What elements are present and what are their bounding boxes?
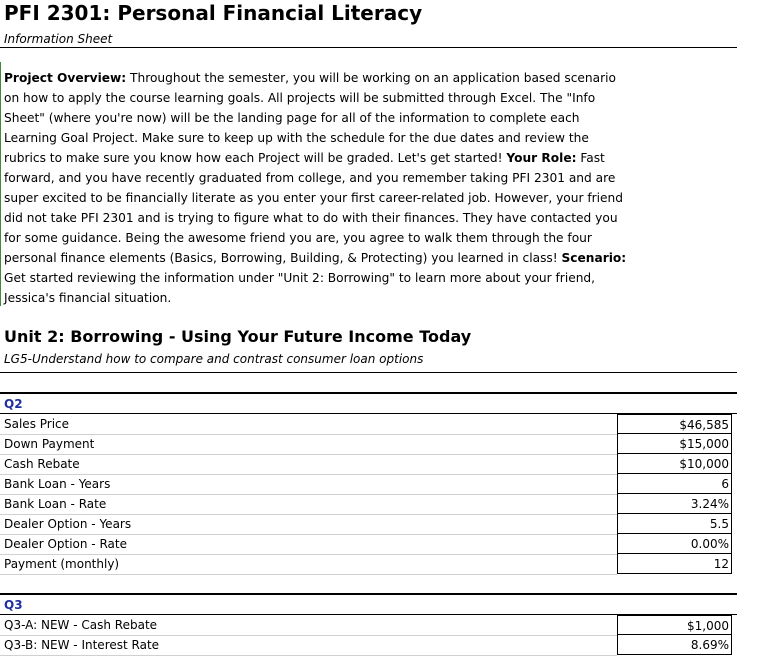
value-cell[interactable]: $46,585 <box>617 414 732 434</box>
page-subtitle: Information Sheet <box>4 32 113 46</box>
overview-text-2: Fast forward, and you have recently graduated from college, and you remember taking PFI 2301 and are super excited to be financially literate as you enter your first career-related job. However, your friend did not take PFI 2301 and is trying to figure what to do with their finances. They have contacted you for some guidance. Being the awesome friend you are, you agree to walk them through the four personal finance elements (Basics, Borrowing, Building, & Protecting) you learned in class! <box>4 151 623 265</box>
value-cell[interactable]: $1,000 <box>617 615 732 635</box>
row-gridline <box>0 574 617 575</box>
value-cell[interactable]: 12 <box>617 554 732 574</box>
role-label: Your Role: <box>506 151 577 165</box>
unit-title: Unit 2: Borrowing - Using Your Future Income Today <box>4 327 472 346</box>
value-cell[interactable]: 0.00% <box>617 534 732 554</box>
unit-divider <box>0 372 737 373</box>
overview-text-3: Get started reviewing the information under "Unit 2: Borrowing" to learn more about your friend, Jessica's financial situation. <box>4 271 596 305</box>
row-label: Q3-B: NEW - Interest Rate <box>4 638 160 652</box>
q2-label: Q2 <box>4 397 23 411</box>
q3-label: Q3 <box>4 598 23 612</box>
row-label: Sales Price <box>4 417 70 431</box>
title-divider <box>0 47 737 48</box>
unit-subtitle: LG5-Understand how to compare and contrast consumer loan options <box>4 352 424 366</box>
row-label: Bank Loan - Years <box>4 477 111 491</box>
left-grid-border <box>0 62 1 306</box>
value-cell[interactable]: 6 <box>617 474 732 494</box>
row-label: Q3-A: NEW - Cash Rebate <box>4 618 158 632</box>
overview-label: Project Overview: <box>4 71 127 85</box>
q3-top-rule <box>0 593 737 595</box>
value-cell[interactable]: 8.69% <box>617 635 732 655</box>
value-cell[interactable]: $15,000 <box>617 434 732 454</box>
row-gridline <box>0 655 617 656</box>
value-cell[interactable]: $10,000 <box>617 454 732 474</box>
scenario-label: Scenario: <box>561 251 627 265</box>
row-label: Cash Rebate <box>4 457 80 471</box>
value-cell[interactable]: 3.24% <box>617 494 732 514</box>
overview-text-1: Throughout the semester, you will be working on an application based scenario on how to apply the course learning goals. All projects will be submitted through Excel. The "Info Sheet" (where you're now) will be the landing page for all of the information to complete each Learning Goal Project. Make sure to keep up with the schedule for the due dates and review the rubrics to make sure you know how each Project will be graded. Let's get started! <box>4 71 616 165</box>
row-label: Dealer Option - Rate <box>4 537 127 551</box>
row-label: Down Payment <box>4 437 95 451</box>
q2-top-rule <box>0 392 737 394</box>
row-label: Payment (monthly) <box>4 557 120 571</box>
value-cell[interactable]: 5.5 <box>617 514 732 534</box>
row-label: Dealer Option - Years <box>4 517 132 531</box>
row-gridline <box>0 454 617 455</box>
project-overview <box>4 68 634 308</box>
page-title: PFI 2301: Personal Financial Literacy <box>4 1 423 25</box>
row-label: Bank Loan - Rate <box>4 497 107 511</box>
